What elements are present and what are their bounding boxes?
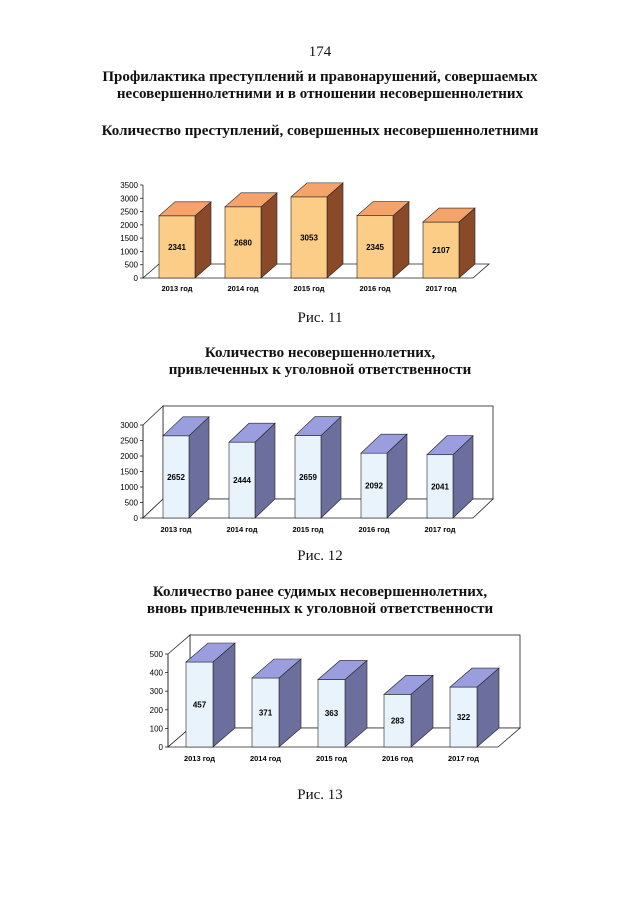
chart-1-y-tick-label: 500 (124, 260, 138, 270)
chart-1-x-tick-label: 2016 год (359, 284, 391, 293)
section-title (0, 69, 640, 103)
chart-1-y-tick-label: 3000 (120, 194, 138, 204)
chart-2-data-label: 2041 (431, 482, 449, 492)
chart-1-y-tick-label: 3500 (120, 181, 138, 190)
chart-1-bar-side (327, 183, 343, 278)
chart-2-data-label: 2444 (233, 476, 251, 486)
chart-1-caption: Рис. 11 (297, 310, 343, 326)
chart-1-y-tick-label: 0 (133, 274, 138, 283)
chart-2-x-tick-label: 2016 год (358, 525, 390, 534)
chart-3-y-tick-label: 0 (158, 743, 163, 752)
chart-2-side-wall (143, 406, 163, 518)
chart-2-title (0, 345, 640, 379)
chart-1-data-label: 2345 (366, 242, 384, 252)
chart-3-x-tick-label: 2017 год (447, 754, 480, 763)
chart-1-x-tick-label: 2015 год (293, 284, 325, 293)
chart-3-y-tick-label: 500 (149, 650, 163, 659)
section-title-line-1: Профилактика преступлений и правонарушений, совершаемых (102, 69, 538, 85)
chart-3-title-line-2: вновь привлеченных к уголовной ответственности (146, 601, 494, 617)
chart-2-y-tick-label: 1500 (120, 467, 138, 477)
chart-3-y-tick-label: 300 (149, 687, 163, 697)
chart-1-x-tick-label: 2014 год (227, 284, 259, 293)
chart-1-title (0, 123, 640, 140)
chart-2-y-tick-label: 500 (124, 498, 138, 508)
chart-3-x-tick-label: 2014 год (249, 754, 282, 763)
chart-2-data-label: 2092 (365, 481, 383, 491)
chart-2-title-line-1: Количество несовершеннолетних, (204, 345, 436, 361)
chart-1-x-tick-label: 2017 год (425, 284, 457, 293)
chart-1-x-tick-label: 2013 год (161, 284, 193, 293)
chart-3-caption: Рис. 13 (297, 787, 343, 803)
chart-1-data-label: 2680 (234, 238, 252, 248)
chart-2-bar-chart (110, 402, 510, 538)
chart-1-data-label: 3053 (300, 233, 318, 243)
chart-3-x-tick-label: 2016 год (381, 754, 414, 763)
chart-3-x-tick-label: 2015 год (315, 754, 348, 763)
chart-1-data-label: 2341 (168, 242, 186, 252)
chart-2-y-tick-label: 2500 (120, 436, 138, 446)
chart-1-y-tick-label: 1000 (120, 247, 138, 257)
chart-2-y-tick-label: 0 (133, 514, 138, 523)
chart-3-y-tick-label: 200 (149, 705, 163, 715)
chart-1-y-tick-label: 2500 (120, 207, 138, 217)
chart-2-y-tick-label: 3000 (120, 421, 138, 430)
chart-3-data-label: 371 (258, 708, 273, 718)
chart-3-data-label: 322 (456, 713, 471, 723)
chart-3-title (0, 584, 640, 618)
chart-3-y-tick-label: 100 (149, 724, 163, 734)
page-number: 174 (308, 44, 332, 60)
chart-3-y-tick-label: 400 (149, 668, 163, 678)
section-title-line-2: несовершеннолетними и в отношении несовершеннолетних (116, 86, 524, 102)
chart-1-y-tick-label: 1500 (120, 234, 138, 244)
chart-2-x-tick-label: 2014 год (226, 525, 258, 534)
chart-1-bar-chart (110, 176, 510, 301)
chart-1-data-label: 2107 (432, 246, 450, 256)
chart-3-data-label: 457 (192, 700, 207, 710)
chart-3-data-label: 363 (324, 709, 339, 719)
chart-3-title-line-1: Количество ранее судимых несовершеннолетних, (152, 584, 488, 600)
chart-1-title-line-1: Количество преступлений, совершенных несовершеннолетними (101, 123, 539, 139)
chart-2-title-line-2: привлеченных к уголовной ответственности (168, 362, 472, 378)
chart-2-data-label: 2659 (299, 472, 317, 482)
chart-2-x-tick-label: 2013 год (160, 525, 192, 534)
chart-3-data-label: 283 (390, 716, 405, 726)
chart-2-data-label: 2652 (167, 472, 185, 482)
chart-2-y-tick-label: 2000 (120, 452, 138, 461)
chart-3-x-tick-label: 2013 год (183, 754, 216, 763)
chart-2-caption: Рис. 12 (297, 548, 343, 564)
chart-2-x-tick-label: 2017 год (424, 525, 456, 534)
chart-2-x-tick-label: 2015 год (292, 525, 324, 534)
chart-1-y-tick-label: 2000 (120, 220, 138, 230)
chart-1-bar-side (261, 193, 277, 278)
chart-3-bar-chart (138, 635, 528, 767)
chart-2-y-tick-label: 1000 (120, 483, 138, 492)
